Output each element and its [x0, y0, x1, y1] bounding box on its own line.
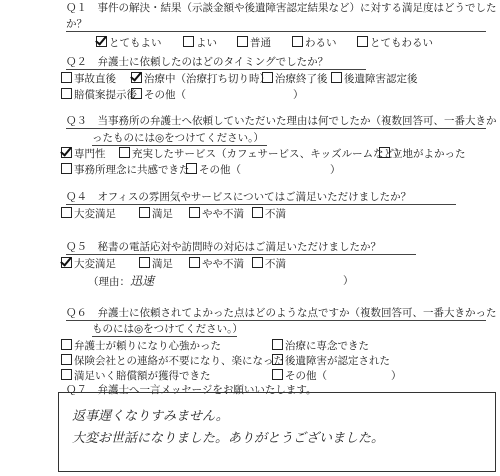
q6-option-satisfying-compensation[interactable]: 満足いく賠償額が獲得できた [61, 369, 211, 383]
checkbox-icon[interactable] [61, 257, 72, 268]
q5-option-slightly-dissatisfied[interactable]: やや不満 [189, 257, 244, 271]
q2-option-after-treatment[interactable]: 治療終了後 [262, 72, 328, 86]
checkbox-icon[interactable] [189, 257, 200, 268]
q1-question-cont: か？ [66, 18, 87, 30]
checkbox-icon[interactable] [189, 207, 200, 218]
checkbox-icon[interactable] [139, 257, 150, 268]
checkbox-icon[interactable] [61, 147, 72, 158]
checkbox-icon[interactable] [96, 36, 107, 47]
checkbox-icon[interactable] [61, 72, 72, 83]
checkbox-icon[interactable] [61, 163, 72, 174]
q1-option-good[interactable]: よい [183, 36, 217, 50]
q5-underline [66, 254, 416, 255]
q6-question-cont: ものには◎をつけてください。） [92, 323, 243, 335]
q3-other-close: ） [330, 164, 341, 176]
checkbox-icon[interactable] [61, 369, 72, 380]
checkbox-icon[interactable] [252, 207, 263, 218]
checkbox-icon[interactable] [61, 339, 72, 350]
q4-option-slightly-dissatisfied[interactable]: やや不満 [189, 207, 244, 221]
q1-option-bad[interactable]: わるい [292, 36, 337, 50]
q1-option-very-good[interactable]: とてもよい [96, 36, 162, 50]
q2-option-after-certification[interactable]: 後遺障害認定後 [331, 72, 418, 86]
q3-option-expertise[interactable]: 専門性 [61, 147, 106, 161]
checkbox-icon[interactable] [186, 163, 197, 174]
q4-underline [66, 204, 456, 205]
checkbox-icon[interactable] [272, 339, 283, 350]
q1-question: Ｑ１ 事件の解決・結果（示談金額や後遺障害認定結果など）に対する満足度はどうでした [66, 2, 497, 14]
checkbox-icon[interactable] [292, 36, 303, 47]
checkbox-icon[interactable] [131, 72, 142, 83]
q7-message-line-2: 大変お世話になりました。ありがとうございました。 [72, 431, 385, 446]
checkbox-icon[interactable] [237, 36, 248, 47]
checkbox-icon[interactable] [357, 36, 368, 47]
q6-underline-1 [66, 320, 486, 321]
checkbox-icon[interactable] [139, 207, 150, 218]
checkbox-icon[interactable] [61, 88, 72, 99]
checkbox-icon[interactable] [61, 354, 72, 365]
q2-underline [66, 69, 366, 70]
q6-option-reliable[interactable]: 弁護士が頼りになり心強かった [61, 339, 221, 353]
q3-option-services[interactable]: 充実したサービス（カフェサービス、キッズルームなど） [119, 147, 405, 161]
q3-option-philosophy[interactable]: 事務所理念に共感できた [61, 163, 190, 177]
q5-reason-close: ） [343, 275, 354, 287]
q6-option-focus-treatment[interactable]: 治療に専念できた [272, 339, 369, 353]
q4-question: Ｑ４ オフィスの雰囲気やサービスについてはご満足いただけましたか？ [66, 191, 412, 203]
q6-option-other[interactable]: その他（ [272, 369, 327, 383]
q5-question: Ｑ５ 秘書の電話応対や訪問時の対応はご満足いただけましたか？ [66, 241, 381, 253]
q3-option-other[interactable]: その他（ [186, 163, 241, 177]
checkbox-icon[interactable] [131, 88, 142, 99]
q4-option-dissatisfied[interactable]: 不満 [252, 207, 286, 221]
checkbox-icon[interactable] [183, 36, 194, 47]
q6-option-no-insurer-contact[interactable]: 保険会社との連絡が不要になり、楽になった [61, 354, 284, 368]
q2-option-right-after[interactable]: 事故直後 [61, 72, 116, 86]
q6-question: Ｑ６ 弁護士に依頼されてよかった点はどのような点ですか（複数回答可、一番大きかった [66, 307, 497, 319]
q3-question-cont: ったものには◎をつけてください。） [92, 132, 264, 144]
q5-option-satisfied[interactable]: 満足 [139, 257, 173, 271]
q2-option-other[interactable]: その他（ [131, 88, 186, 102]
q5-reason-value[interactable]: 迅速 [130, 274, 155, 288]
checkbox-icon[interactable] [379, 147, 390, 158]
checkbox-icon[interactable] [61, 207, 72, 218]
q3-underline-1 [66, 128, 486, 129]
checkbox-icon[interactable] [272, 354, 283, 365]
checkbox-icon[interactable] [331, 72, 342, 83]
q6-other-close: ） [391, 370, 402, 382]
q7-question: Ｑ７ 弁護士へ一言メッセージをお願いいたします。 [66, 384, 317, 396]
q5-reason: （理由：迅速 [88, 274, 155, 288]
q6-underline-2 [92, 336, 237, 337]
q1-option-average[interactable]: 普通 [237, 36, 271, 50]
q2-option-after-offer[interactable]: 賠償案提示後 [61, 88, 137, 102]
q1-option-very-bad[interactable]: とてもわるい [357, 36, 433, 50]
q5-option-dissatisfied[interactable]: 不満 [252, 257, 286, 271]
q2-question: Ｑ２ 弁護士に依頼したのはどのタイミングでしたか？ [66, 56, 329, 68]
q7-message-line-1: 返事遅くなりすみません。 [72, 409, 229, 424]
q3-underline-2 [92, 145, 267, 146]
q2-option-during-treatment[interactable]: 治療中（治療打ち切り時） [131, 72, 270, 86]
q6-option-disability-certified[interactable]: 後遺障害が認定された [272, 354, 390, 368]
q5-option-very-satisfied[interactable]: 大変満足 [61, 257, 116, 271]
q3-question: Ｑ３ 当事務所の弁護士へ依頼していただいた理由は何でしたか（複数回答可、一番大きか [66, 115, 497, 127]
checkbox-icon[interactable] [272, 369, 283, 380]
q2-other-close: ） [293, 89, 304, 101]
checkbox-icon[interactable] [262, 72, 273, 83]
checkbox-icon[interactable] [119, 147, 130, 158]
q4-option-very-satisfied[interactable]: 大変満足 [61, 207, 116, 221]
q4-option-satisfied[interactable]: 満足 [139, 207, 173, 221]
q1-underline [66, 31, 486, 32]
q3-option-location[interactable]: 立地がよかった [379, 147, 466, 161]
checkbox-icon[interactable] [252, 257, 263, 268]
